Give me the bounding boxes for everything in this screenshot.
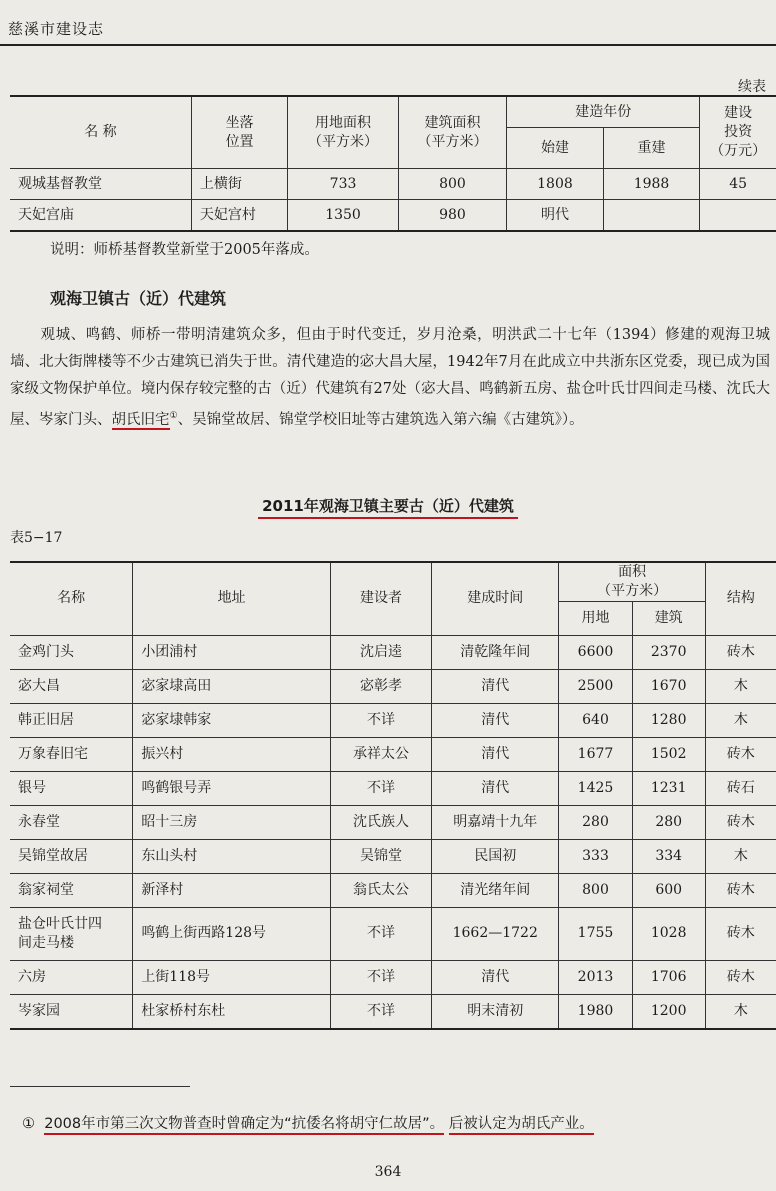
t2-cell-structure: 砖木: [705, 907, 776, 960]
table-row: [10, 635, 776, 669]
t2-cell-structure: 砖木: [705, 805, 776, 839]
t2-cell-name: 岑家园: [10, 994, 133, 1029]
t2-cell-name: 翁家祠堂: [10, 873, 133, 907]
t2-cell-name: 六房: [10, 960, 133, 994]
t2-header-structure: 结构: [705, 562, 776, 635]
t1-header-rebuilt: 重建: [603, 128, 700, 169]
running-header: 慈溪市建设志: [8, 20, 105, 38]
t2-cell-builder: 承祥太公: [330, 737, 431, 771]
t2-cell-building: 1706: [632, 960, 705, 994]
t2-cell-structure: 砖木: [705, 737, 776, 771]
t2-cell-address: 新泽村: [133, 873, 331, 907]
t2-header-address: 地址: [133, 562, 331, 635]
t2-cell-builder: 吴锦堂: [330, 839, 431, 873]
t2-cell-builder: 不详: [330, 907, 431, 960]
t2-cell-time: 清代: [432, 669, 559, 703]
para-text-1: 观城、鸣鹤、师桥一带明清建筑众多，但由于时代变迁，岁月沧桑，明洪武二十七年（1394）修建的观海卫城墙、北大街牌楼等不少古建筑已消失于世。清代建造的宓大昌大屋，1942年7月在此成立中共浙东区党委，现已成为国家级文物保护单位。境内保存较完整的古（近）代建筑有27处（宓大昌、鸣鹤新五房、盐仓叶氏廿四间走马楼、沈氏大屋、岑家门头、: [10, 327, 770, 428]
t2-cell-land: 1755: [559, 907, 632, 960]
table-2-title-text: 2011年观海卫镇主要古（近）代建筑: [258, 497, 518, 519]
t2-cell-structure: 砖木: [705, 960, 776, 994]
t2-cell-time: 明嘉靖十九年: [432, 805, 559, 839]
table-row: [10, 873, 776, 907]
t2-cell-time: 清代: [432, 771, 559, 805]
t2-header-building: 建筑: [632, 601, 705, 635]
t2-header-land: 用地: [559, 601, 632, 635]
t2-cell-building: 1028: [632, 907, 705, 960]
t2-cell-land: 280: [559, 805, 632, 839]
t1-cell: [603, 200, 700, 232]
t1-cell: 800: [398, 169, 506, 200]
t2-cell-building: 1670: [632, 669, 705, 703]
t2-cell-time: 清光绪年间: [432, 873, 559, 907]
section-title: 观海卫镇古（近）代建筑: [50, 289, 227, 308]
t2-cell-builder: 不详: [330, 771, 431, 805]
t2-cell-builder: 沈启逵: [330, 635, 431, 669]
table-note: 说明：师桥基督教堂新堂于2005年落成。: [50, 242, 319, 258]
t2-cell-time: 清乾隆年间: [432, 635, 559, 669]
t2-cell-builder: 不详: [330, 960, 431, 994]
t2-cell-address: 宓家埭韩家: [133, 703, 331, 737]
t2-cell-name: 盐仓叶氏廿四 间走马楼: [10, 907, 133, 960]
table-1: [10, 95, 776, 232]
t2-body: [10, 635, 776, 1029]
t2-cell-builder: 沈氏族人: [330, 805, 431, 839]
footnote-rule: [10, 1086, 190, 1087]
t2-cell-land: 800: [559, 873, 632, 907]
t2-cell-structure: 木: [705, 839, 776, 873]
table-2-number: 表5−17: [10, 530, 63, 546]
t1-header-land-area: 用地面积 （平方米）: [288, 96, 398, 169]
para-text-2: 、吴锦堂故居、锦堂学校旧址等古建筑选入第六编《古建筑》）。: [177, 411, 584, 428]
t2-header-completed: 建成时间: [432, 562, 559, 635]
t2-cell-name: 万象春旧宅: [10, 737, 133, 771]
t1-header-location: 坐落 位置: [191, 96, 287, 169]
t2-cell-structure: 木: [705, 703, 776, 737]
t1-cell: 明代: [507, 200, 604, 232]
underlined-term: 胡氏旧宅: [111, 411, 170, 428]
t2-cell-land: 2013: [559, 960, 632, 994]
t2-cell-building: 2370: [632, 635, 705, 669]
t2-cell-time: 民国初: [432, 839, 559, 873]
continued-label: 续表: [738, 79, 766, 95]
t2-cell-structure: 木: [705, 994, 776, 1029]
t2-header-area: 面积 （平方米）: [559, 562, 705, 601]
t2-cell-building: 1200: [632, 994, 705, 1029]
footnote-part-2: 后被认定为胡氏产业。: [449, 1116, 594, 1135]
t2-cell-address: 昭十三房: [133, 805, 331, 839]
t2-cell-builder: 不详: [330, 703, 431, 737]
table-row: [10, 771, 776, 805]
t2-cell-address: 小团浦村: [133, 635, 331, 669]
footnote-part-1: 2008年市第三次文物普查时曾确定为“抗倭名将胡守仁故居”。: [44, 1116, 444, 1135]
t2-cell-name: 吴锦堂故居: [10, 839, 133, 873]
page-number: 364: [374, 1164, 402, 1180]
table-row: [10, 960, 776, 994]
t1-cell: 733: [288, 169, 398, 200]
t2-cell-address: 鸣鹤上街西路128号: [133, 907, 331, 960]
t2-cell-address: 杜家桥村东杜: [133, 994, 331, 1029]
t2-cell-name: 银号: [10, 771, 133, 805]
t2-header-builder: 建设者: [330, 562, 431, 635]
t2-header-name: 名称: [10, 562, 133, 635]
t1-header-name: 名 称: [10, 96, 191, 169]
t1-cell: 1350: [288, 200, 398, 232]
t1-cell: 1808: [507, 169, 604, 200]
t2-cell-time: 明末清初: [432, 994, 559, 1029]
table-row: [10, 805, 776, 839]
t2-cell-land: 1980: [559, 994, 632, 1029]
table-row: [10, 737, 776, 771]
t2-cell-building: 1502: [632, 737, 705, 771]
t2-cell-builder: 不详: [330, 994, 431, 1029]
t1-cell: 观城基督教堂: [10, 169, 191, 200]
t2-cell-structure: 砖木: [705, 635, 776, 669]
t2-cell-builder: 翁氏太公: [330, 873, 431, 907]
table-row: [10, 669, 776, 703]
t2-cell-builder: 宓彰孝: [330, 669, 431, 703]
t2-cell-structure: 砖石: [705, 771, 776, 805]
t1-cell: 45: [700, 169, 776, 200]
body-paragraph: [10, 322, 770, 434]
t1-header-investment: 建设 投资 （万元）: [700, 96, 776, 169]
t2-cell-address: 东山头村: [133, 839, 331, 873]
table-row: [10, 169, 776, 200]
t2-cell-land: 1425: [559, 771, 632, 805]
table-row: [10, 839, 776, 873]
t2-cell-address: 振兴村: [133, 737, 331, 771]
t1-header-built: 始建: [507, 128, 604, 169]
t2-cell-land: 640: [559, 703, 632, 737]
t2-cell-name: 宓大昌: [10, 669, 133, 703]
t1-cell: 980: [398, 200, 506, 232]
t2-cell-address: 鸣鹤银号弄: [133, 771, 331, 805]
t2-cell-time: 清代: [432, 737, 559, 771]
t1-cell: [700, 200, 776, 232]
t1-header-build-year: 建造年份: [507, 96, 700, 128]
t2-cell-building: 280: [632, 805, 705, 839]
t1-cell: 天妃宫庙: [10, 200, 191, 232]
t2-cell-name: 韩正旧居: [10, 703, 133, 737]
t2-cell-structure: 砖木: [705, 873, 776, 907]
footnote-ref: ①: [169, 411, 178, 421]
table-row: [10, 907, 776, 960]
footnote: [22, 1112, 594, 1133]
header-rule: [0, 44, 776, 46]
t2-cell-time: 1662—1722: [432, 907, 559, 960]
footnote-mark: ①: [22, 1116, 35, 1132]
t2-cell-land: 2500: [559, 669, 632, 703]
t2-cell-address: 宓家埭高田: [133, 669, 331, 703]
t2-cell-building: 1231: [632, 771, 705, 805]
t2-cell-time: 清代: [432, 960, 559, 994]
t2-cell-name: 永春堂: [10, 805, 133, 839]
table-row: [10, 994, 776, 1029]
t2-cell-building: 334: [632, 839, 705, 873]
t2-cell-land: 333: [559, 839, 632, 873]
table-2-title: [0, 495, 776, 516]
t1-cell: 1988: [603, 169, 700, 200]
t2-cell-name: 金鸡门头: [10, 635, 133, 669]
t2-cell-structure: 木: [705, 669, 776, 703]
table-2: [10, 561, 776, 1030]
t1-cell: 天妃宫村: [191, 200, 287, 232]
t2-cell-land: 6600: [559, 635, 632, 669]
t2-cell-building: 1280: [632, 703, 705, 737]
t1-cell: 上横街: [191, 169, 287, 200]
t2-cell-address: 上街118号: [133, 960, 331, 994]
t1-header-building-area: 建筑面积 （平方米）: [398, 96, 506, 169]
t2-cell-time: 清代: [432, 703, 559, 737]
table-row: [10, 200, 776, 232]
t2-cell-land: 1677: [559, 737, 632, 771]
t2-cell-building: 600: [632, 873, 705, 907]
table-row: [10, 703, 776, 737]
